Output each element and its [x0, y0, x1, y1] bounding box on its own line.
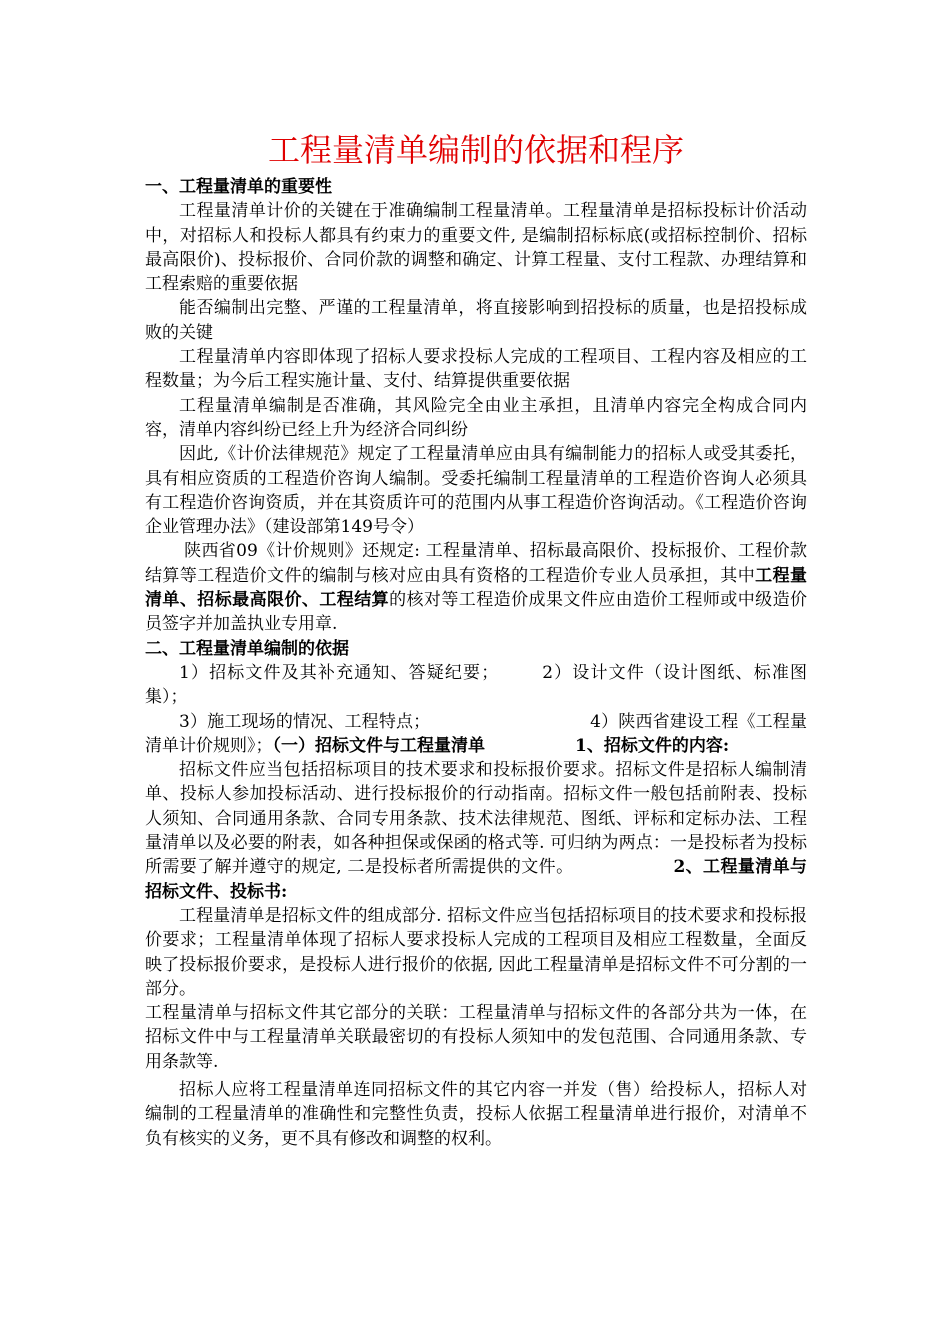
basis-item-1: 1）招标文件及其补充通知、答疑纪要；	[179, 662, 499, 683]
paragraph: 工程量清单编制是否准确，其风险完全由业主承担，且清单内容完全构成合同内容，清单内容纠纷已经上升为经济合同纠纷	[145, 395, 807, 440]
paragraph: 能否编制出完整、严谨的工程量清单，将直接影响到招投标的质量，也是招投标成败的关键	[145, 298, 807, 343]
paragraph: 工程量清单与招标文件其它部分的关联：工程量清单与招标文件的各部分共为一体，在招标文件中与工程量清单关联最密切的有投标人须知中的发包范围、合同通用条款、专用条款等.	[145, 1003, 807, 1072]
bold-emphasis: 工程量清单、招标最高限价、工程结算	[145, 565, 808, 611]
subsection-item-heading: 1、招标文件的内容:	[575, 735, 730, 756]
paragraph: 工程量清单是招标文件的组成部分. 招标文件应当包括招标项目的技术要求和投标报价要求；工程量清单体现了招标人要求投标人完成的工程项目及相应工程数量，全面反映了投标报价要求，是投标人进行报价的依据, 因此工程量清单是招标文件不可分割的一部分。	[145, 905, 807, 999]
section-heading-importance: 一、工程量清单的重要性	[145, 177, 332, 197]
paragraph: 工程量清单内容即体现了招标人要求投标人完成的工程项目、工程内容及相应的工程数量；为今后工程实施计量、支付、结算提供重要依据	[145, 347, 807, 392]
paragraph: 工程量清单计价的关键在于准确编制工程量清单。工程量清单是招标投标计价活动中，对招标人和投标人都具有约束力的重要文件, 是编制招标标底(或招标控制价、招标最高限价)、投标报价、合同价款的调整和确定、计算工程量、支付工程款、办理结算和工程索赔的重要依据	[145, 201, 807, 295]
basis-item-2: 2）设计文件（设计图纸、标准图集）；	[145, 662, 807, 708]
section-heading-basis: 二、工程量清单编制的依据	[145, 638, 349, 659]
paragraph: 因此,《计价法律规范》规定了工程量清单应由具有编制能力的招标人或受其委托，具有相应资质的工程造价咨询人编制。受委托编制工程量清单的工程造价咨询人必须具有工程造价咨询资质，并在其资质许可的范围内从事工程造价咨询活动。《工程造价咨询企业管理办法》（建设部第149号令）	[145, 444, 807, 538]
paragraph-text: 陕西省09《计价规则》还规定: 工程量清单、招标最高限价、投标报价、工程价款结算等工程造价文件的编制与核对应由具有资格的工程造价专业人员承担，其中	[145, 541, 807, 586]
basis-item-4: 4）陕西省建设工程《工程量清单计价规则》；	[145, 711, 807, 756]
document-title: 工程量清单编制的依据和程序	[267, 131, 684, 169]
paragraph-tender-docs	[145, 758, 807, 904]
paragraph-shaanxi-rules	[145, 539, 807, 636]
subsection-item-heading: 2、工程量清单与招标文件、投标书:	[145, 857, 807, 902]
basis-item-3: 3）施工现场的情况、工程特点；	[179, 711, 431, 732]
basis-list-line	[145, 661, 807, 710]
paragraph-text: 招标文件应当包括招标项目的技术要求和投标报价要求。招标文件是招标人编制清单、投标人参加投标活动、进行投标报价的行动指南。招标文件一般包括前附表、投标人须知、合同通用条款、合同专用条款、技术法律规范、图纸、评标和定标办法、工程量清单以及必要的附表，如各种担保或保函的格式等. 可归纳为两点：一是投标者为投标所需要了解并遵守的规定, 二是投标者所需提供的文件。	[145, 760, 807, 878]
basis-list-line	[145, 710, 807, 759]
subsection-heading: （一）招标文件与工程量清单	[272, 735, 485, 756]
paragraph: 招标人应将工程量清单连同招标文件的其它内容一并发（售）给投标人，招标人对编制的工程量清单的准确性和完整性负责，投标人依据工程量清单进行报价，对清单不负有核实的义务，更不具有修改和调整的权利。	[145, 1079, 807, 1149]
document-page	[145, 128, 807, 1151]
paragraph-text: 的核对等工程造价成果文件应由造价工程师或中级造价员签字并加盖执业专用章.	[145, 590, 808, 635]
